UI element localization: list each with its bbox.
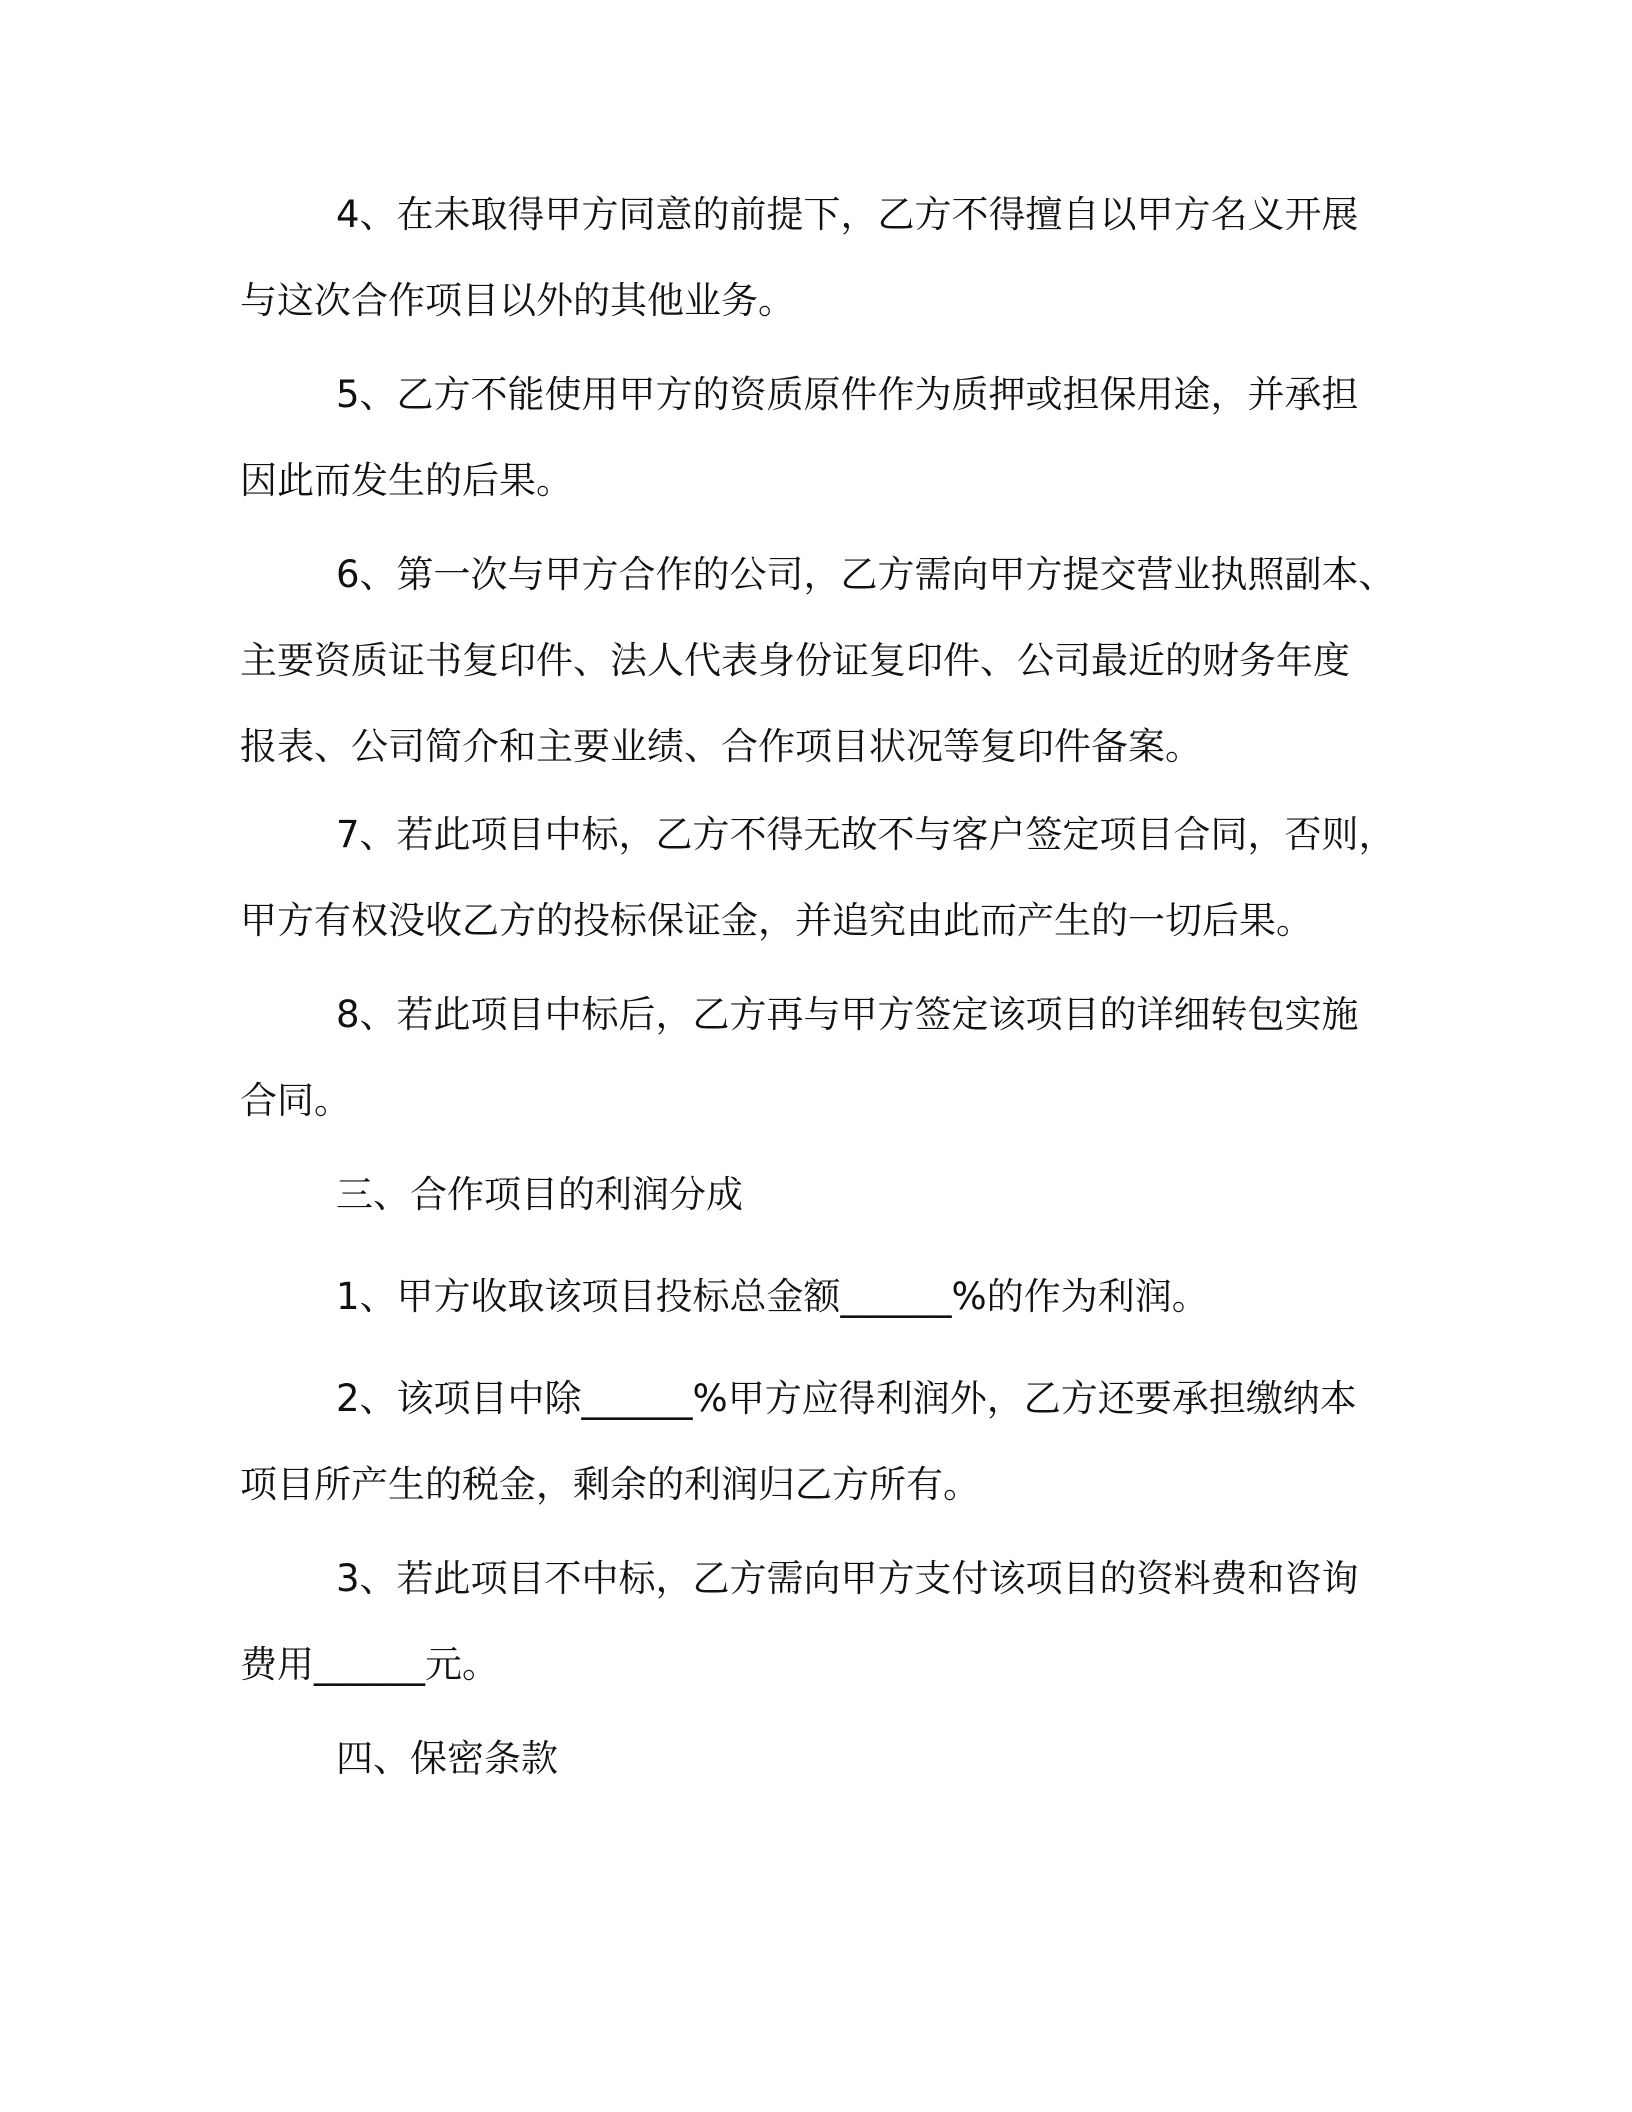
paragraph-line: 费用______元。	[240, 1643, 499, 1686]
paragraph-7	[240, 792, 1420, 964]
paragraph-line: 2、该项目中除______%甲方应得利润外，乙方还要承担缴纳本	[336, 1377, 1357, 1420]
paragraph-line: 6、第一次与甲方合作的公司，乙方需向甲方提交营业执照副本、	[336, 553, 1396, 596]
section3-item-3	[240, 1536, 1420, 1708]
paragraph-4	[240, 172, 1420, 344]
paragraph-line: 报表、公司简介和主要业绩、合作项目状况等复印件备案。	[240, 725, 1202, 768]
paragraph-line: 合同。	[240, 1079, 351, 1122]
paragraph-line: 主要资质证书复印件、法人代表身份证复印件、公司最近的财务年度	[240, 639, 1350, 682]
paragraph-line: 甲方有权没收乙方的投标保证金，并追究由此而产生的一切后果。	[240, 899, 1313, 942]
paragraph-line: 3、若此项目不中标，乙方需向甲方支付该项目的资料费和咨询	[336, 1557, 1359, 1600]
paragraph-6	[240, 532, 1420, 790]
paragraph-line: 7、若此项目中标，乙方不得无故不与客户签定项目合同，否则，	[336, 813, 1396, 856]
section3-item-1	[240, 1254, 1420, 1340]
paragraph-line: 与这次合作项目以外的其他业务。	[240, 279, 795, 322]
section3-item-2	[240, 1356, 1420, 1528]
section-heading-3: 三、合作项目的利润分成	[336, 1173, 743, 1216]
paragraph-line: 4、在未取得甲方同意的前提下，乙方不得擅自以甲方名义开展	[336, 193, 1359, 236]
paragraph-line: 1、甲方收取该项目投标总金额______%的作为利润。	[336, 1275, 1209, 1318]
paragraph-line: 项目所产生的税金，剩余的利润归乙方所有。	[240, 1463, 980, 1506]
paragraph-line: 因此而发生的后果。	[240, 459, 573, 502]
section-heading-4: 四、保密条款	[336, 1737, 558, 1780]
paragraph-8	[240, 972, 1420, 1144]
paragraph-5	[240, 352, 1420, 524]
paragraph-line: 5、乙方不能使用甲方的资质原件作为质押或担保用途，并承担	[336, 373, 1359, 416]
paragraph-line: 8、若此项目中标后，乙方再与甲方签定该项目的详细转包实施	[336, 993, 1359, 1036]
